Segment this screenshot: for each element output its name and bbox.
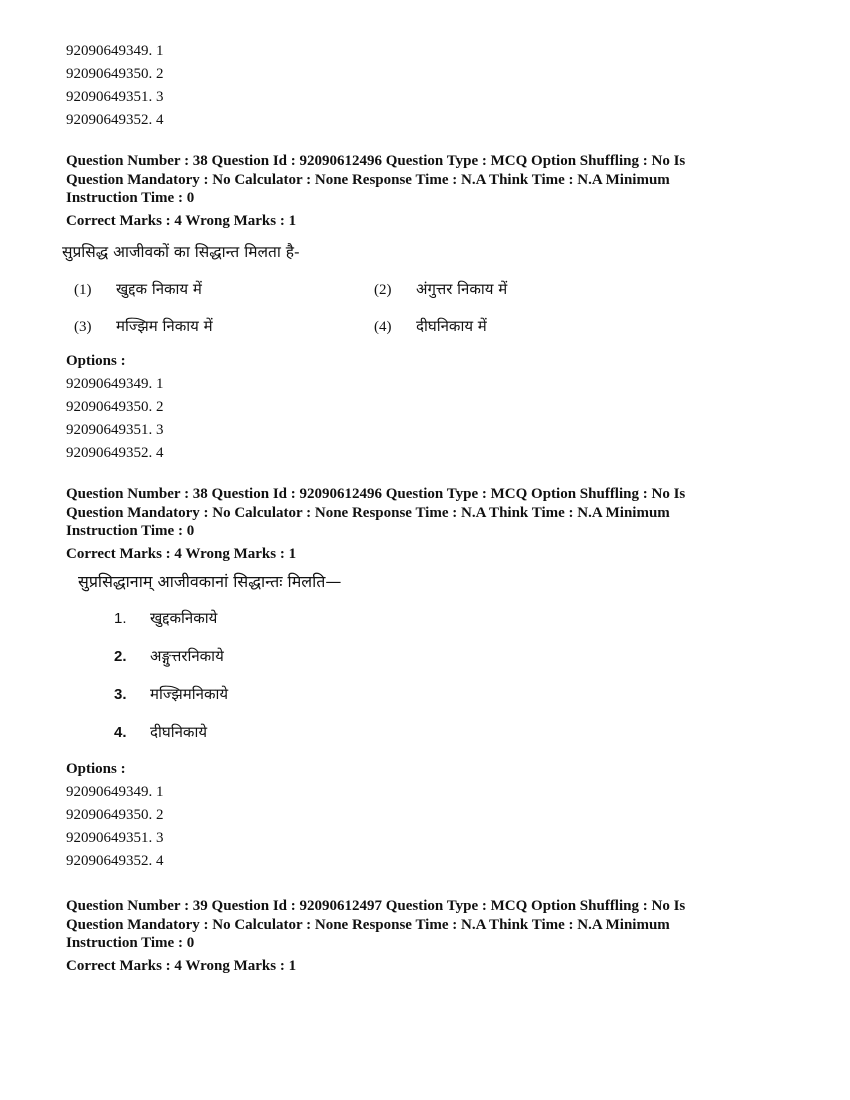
choice: [114, 644, 786, 669]
options-label: Options :: [66, 761, 126, 777]
option-id: 92090649349. 1: [66, 784, 164, 800]
choice-number: 2.: [114, 648, 127, 665]
question-choices: [74, 278, 786, 338]
choice-text: दीघनिकाय में: [416, 317, 487, 335]
question-meta-line: Question Number : 38 Question Id : 92090612496 Question Type : MCQ Option Shuffling : No Is: [66, 153, 686, 169]
question-text: सुप्रसिद्धानाम् आजीवकानां सिद्धान्तः मिलति—: [78, 572, 342, 591]
option-id: 92090649349. 1: [66, 376, 164, 392]
option-id: 92090649350. 2: [66, 399, 164, 415]
choice-text: मज्झिम निकाय में: [116, 317, 213, 335]
option-id: 92090649350. 2: [66, 66, 164, 82]
choice-text: अङ्गुत्तरनिकाये: [150, 647, 224, 665]
option-id: 92090649352. 4: [66, 445, 164, 461]
question-38-hindi: [62, 152, 786, 465]
question-choices: [114, 606, 786, 745]
question-meta-line: Question Number : 38 Question Id : 92090612496 Question Type : MCQ Option Shuffling : No Is: [66, 486, 686, 502]
choice-number: (3): [74, 319, 92, 335]
question-meta-line: Question Mandatory : No Calculator : None Response Time : N.A Think Time : N.A Minimum: [66, 916, 670, 933]
choice-text: खुद्दक निकाय में: [116, 280, 202, 298]
question-marks: Correct Marks : 4 Wrong Marks : 1: [66, 957, 297, 974]
top-options-list: [66, 40, 786, 132]
option-id: 92090649351. 3: [66, 830, 164, 846]
choice: [74, 315, 374, 338]
question-meta-line: Question Mandatory : No Calculator : None Response Time : N.A Think Time : N.A Minimum: [66, 171, 670, 188]
question-meta-line: Question Mandatory : No Calculator : None Response Time : N.A Think Time : N.A Minimum: [66, 504, 670, 521]
question-meta-line: Instruction Time : 0: [66, 935, 195, 951]
choice-text: खुद्दकनिकाये: [150, 609, 218, 627]
choice-number: 3.: [114, 686, 127, 703]
choice-text: दीघनिकाये: [150, 723, 208, 741]
question-meta-line: Instruction Time : 0: [66, 523, 195, 539]
question-meta-line: Question Number : 39 Question Id : 92090612497 Question Type : MCQ Option Shuffling : No Is: [66, 898, 686, 914]
choice-text: मज्झिमनिकाये: [150, 685, 229, 703]
choice-number: (1): [74, 282, 92, 298]
question-text: सुप्रसिद्ध आजीवकों का सिद्धान्त मिलता है-: [62, 243, 300, 261]
choice: [114, 720, 786, 745]
options-label: Options :: [66, 353, 126, 369]
question-marks: Correct Marks : 4 Wrong Marks : 1: [66, 545, 297, 562]
choice: [374, 278, 674, 301]
question-38-sanskrit: [66, 485, 786, 873]
choice: [374, 315, 674, 338]
option-id: 92090649352. 4: [66, 853, 164, 869]
choice: [114, 606, 786, 631]
option-id: 92090649351. 3: [66, 89, 164, 105]
option-id: 92090649349. 1: [66, 43, 164, 59]
document-page: [62, 40, 786, 975]
question-marks: Correct Marks : 4 Wrong Marks : 1: [66, 212, 297, 229]
question-meta-line: Instruction Time : 0: [66, 190, 195, 206]
choice-number: 1.: [114, 610, 127, 627]
option-id: 92090649350. 2: [66, 807, 164, 823]
choice-number: 4.: [114, 724, 127, 741]
option-id: 92090649351. 3: [66, 422, 164, 438]
question-39: [66, 897, 786, 975]
choice-number: (4): [374, 319, 392, 335]
choice-number: (2): [374, 282, 392, 298]
choice: [114, 682, 786, 707]
choice-text: अंगुत्तर निकाय में: [416, 280, 508, 298]
option-id: 92090649352. 4: [66, 112, 164, 128]
choice: [74, 278, 374, 301]
